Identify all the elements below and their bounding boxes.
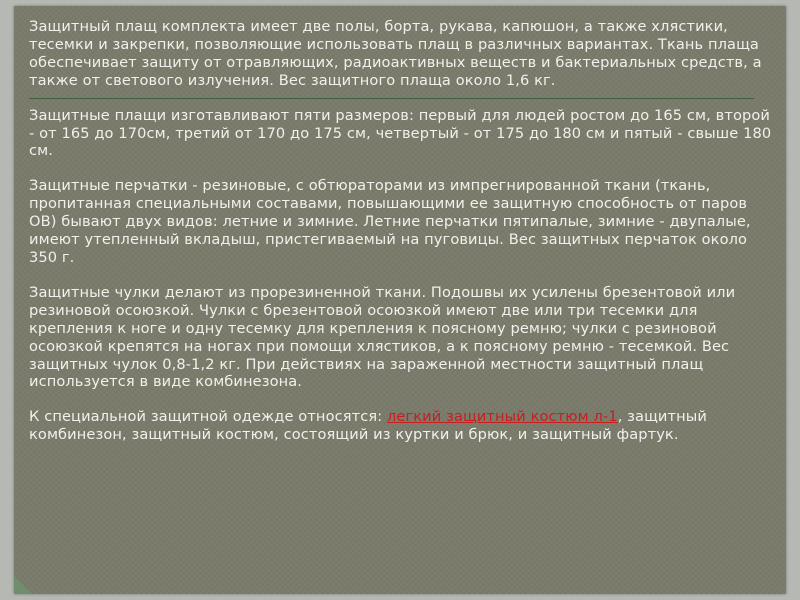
l1-suit-link[interactable]: легкий защитный костюм л-1: [386, 408, 618, 426]
paragraph-special-clothing: [29, 408, 777, 444]
paragraph-gloves: Защитные перчатки - резиновые, с обтюраторами из импрегнированной ткани (ткань, пропитанная специальными составами, повышающими ее защитную способность от паров ОВ) бывают двух видов: летние и зимние. Летние перчатки пятипалые, зимние - двупалые, имеют утепленный вкладыш, пристегиваемый на пуговицы. Вес защитных перчаток около 350 г.: [29, 177, 751, 266]
paragraph-stockings: Защитные чулки делают из прорезиненной ткани. Подошвы их усилены брезентовой или резиновой осоюзкой. Чулки с брезентовой осоюзкой имеют две или три тесемки для крепления к ноге и одну тесемку для крепления к поясному ремню; чулки с резиновой осоюзкой крепятся на ногах при помощи хлястиков, а к поясному ремню - тесемкой. Вес защитных чулок 0,8-1,2 кг. При действиях на зараженной местности защитный плащ используется в виде комбинезона.: [29, 283, 736, 391]
special-clothing-intro: К специальной защитной одежде относятся:: [29, 408, 387, 426]
separator: [29, 90, 777, 107]
slide-content: [29, 18, 777, 444]
slide: [14, 6, 786, 594]
corner-decoration: [14, 576, 32, 594]
horizontal-rule: [29, 98, 754, 99]
paragraph-cloak-sizes: Защитные плащи изготавливают пяти размеров: первый для людей ростом до 165 см, второй - от 165 до 170см, третий от 170 до 175 см, четвертый - от 175 до 180 см и пятый - свыше 180 см.: [29, 106, 772, 160]
paragraph-cloak-description: Защитный плащ комплекта имеет две полы, борта, рукава, капюшон, а также хлястики, тесемки и закрепки, позволяющие использовать плащ в различных вариантах. Ткань плаща обеспечивает защиту от отравляющих, радиоактивных веществ и бактериальных средств, а также от светового излучения. Вес защитного плаща около 1,6 кг.: [29, 18, 762, 89]
special-clothing-rest: , защитный комбинезон, защитный костюм, состоящий из куртки и брюк, и защитный фартук.: [29, 408, 707, 444]
